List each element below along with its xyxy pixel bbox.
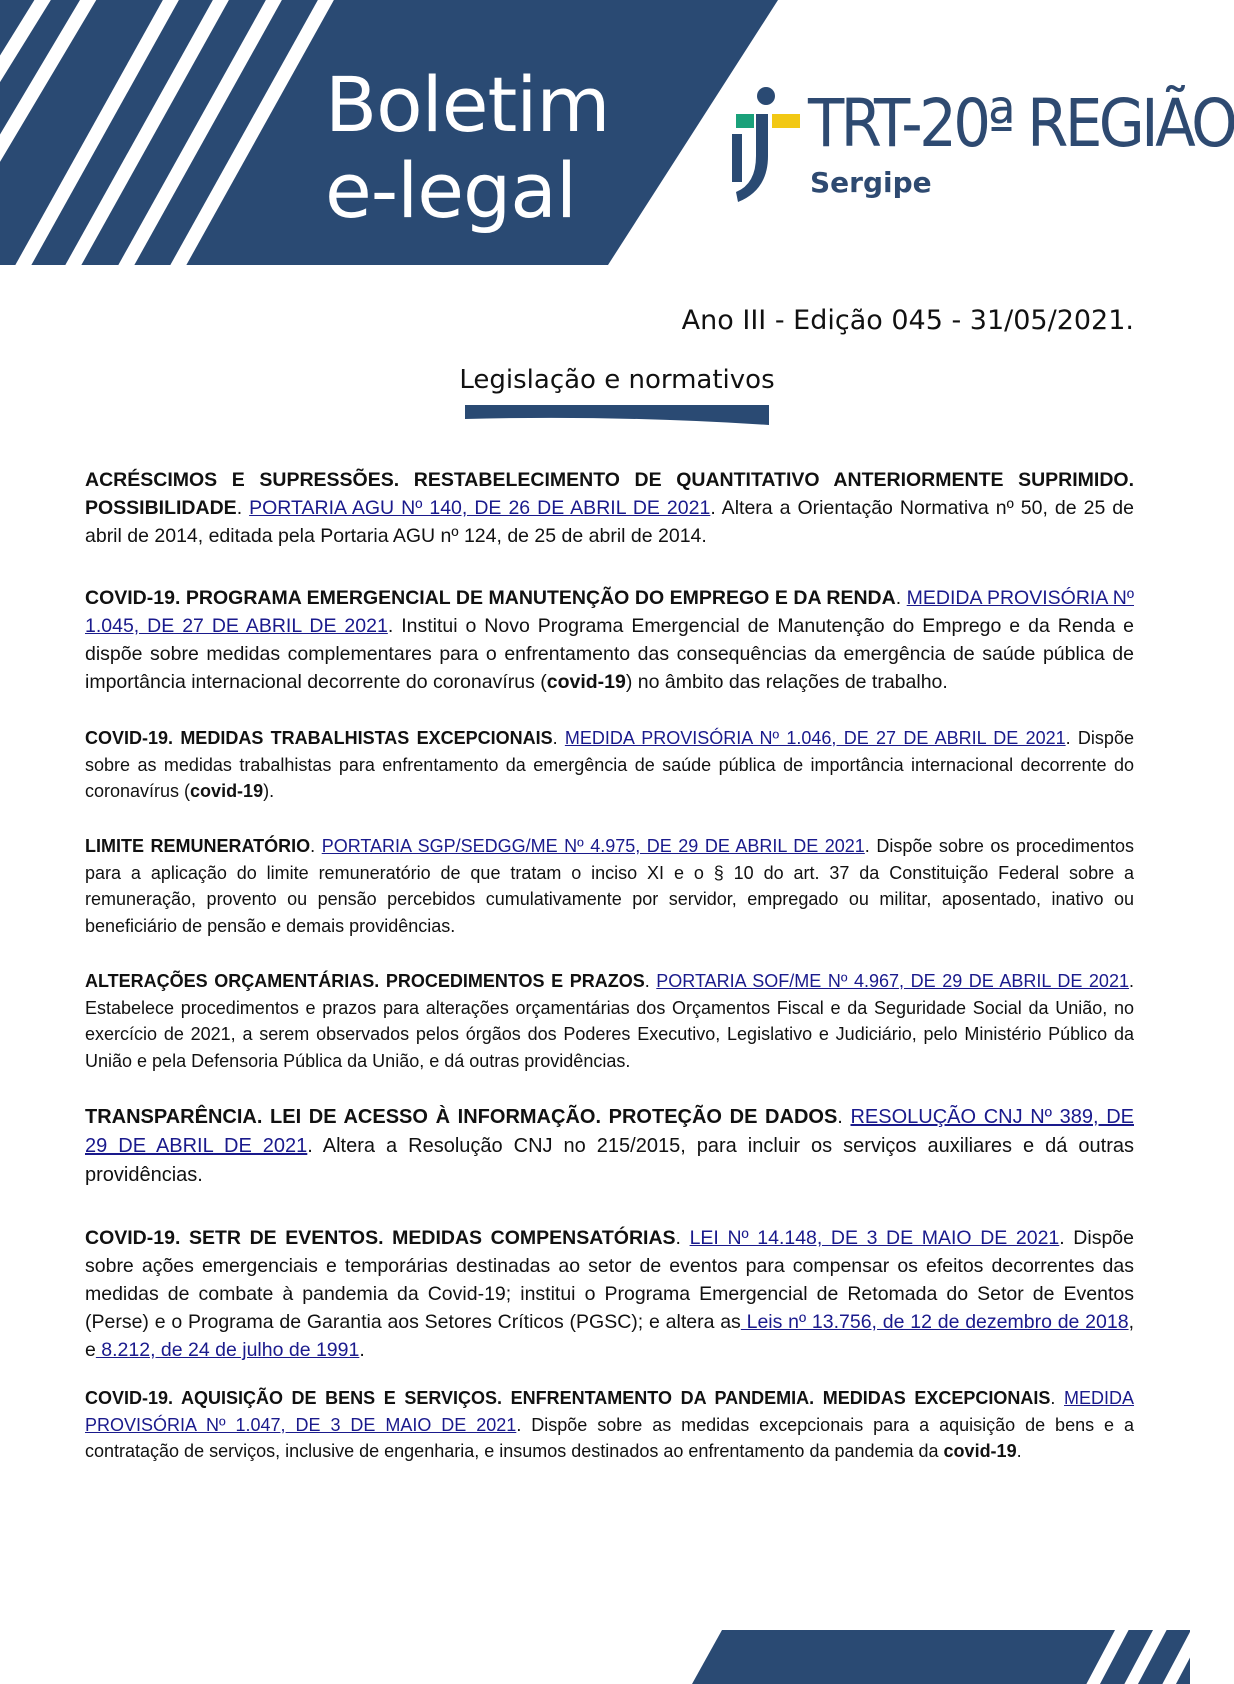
- entry-bold-term: covid-19: [190, 781, 264, 801]
- entry-text-end: ) no âmbito das relações de trabalho.: [625, 671, 948, 693]
- entry-text: . Dispõe sobre ações emergenciais e temporárias destinadas ao setor de eventos para compensar os efeitos decorrentes das medidas de combate à pandemia da Covid-19; institui o Programa Emergencial de Retomada do Setor de Eventos (Perse) e o Programa de Garantia aos Setores Críticos (PGSC); e altera as: [85, 1227, 1134, 1333]
- entry-link[interactable]: MEDIDA PROVISÓRIA Nº 1.046, DE 27 DE ABRIL DE 2021: [564, 728, 1066, 748]
- entry-heading: TRANSPARÊNCIA. LEI DE ACESSO À INFORMAÇÃO. PROTEÇÃO DE DADOS: [85, 1106, 838, 1128]
- entry-4: LIMITE REMUNERATÓRIO. PORTARIA SGP/SEDGG/ME Nº 4.975, DE 29 DE ABRIL DE 2021. Dispõe sobre os procedimentos para a aplicação do limite remuneratório de que tratam o inciso XI e o § 10 do art. 37 da Constituição Federal sobre a remuneração, provento ou pensão percebidos cumulativamente por servidor, empregado ou militar, aposentado, inativo ou beneficiário de pensão e demais providências.: [85, 836, 1134, 936]
- entry-7: COVID-19. SETR DE EVENTOS. MEDIDAS COMPENSATÓRIAS. LEI Nº 14.148, DE 3 DE MAIO DE 2021. Dispõe sobre ações emergenciais e temporárias destinadas ao setor de eventos para compensar os efeitos decorrentes das medidas de combate à pandemia da Covid-19; institui o Programa Emergencial de Retomada do Setor de Eventos (Perse) e o Programa de Garantia aos Setores Críticos (PGSC); e altera as Leis nº 13.756, de 12 de dezembro de 2018, e 8.212, de 24 de julho de 1991.: [85, 1227, 1134, 1361]
- entry-link[interactable]: RESOLUÇÃO CNJ Nº 389, DE 29 DE ABRIL DE 2021: [85, 1106, 1134, 1157]
- org-name: TRT-20ª REGIÃO: [808, 85, 1234, 162]
- org-subtitle: Sergipe: [810, 166, 932, 199]
- entry-3: COVID-19. MEDIDAS TRABALHISTAS EXCEPCIONAIS. MEDIDA PROVISÓRIA Nº 1.046, DE 27 DE ABRIL DE 2021. Dispõe sobre as medidas trabalhistas para enfrentamento da emergência de saúde pública de importância internacional decorrente do coronavírus (covid-19).: [85, 728, 1134, 801]
- section-title: Legislação e normativos: [459, 365, 775, 395]
- entry-text: . Dispõe sobre as medidas excepcionais para a aquisição de bens e a contratação de serviços, inclusive de engenharia, e insumos destinados ao enfrentamento da pandemia da: [85, 1414, 1135, 1461]
- entry-heading: LIMITE REMUNERATÓRIO: [85, 836, 311, 856]
- entry-link[interactable]: PORTARIA SOF/ME Nº 4.967, DE 29 DE ABRIL DE 2021: [656, 971, 1129, 991]
- entry-text: . Altera a Orientação Normativa nº 50, de 25 de abril de 2014, editada pela Portaria AGU nº 124, de 25 de abril de 2014.: [85, 497, 1134, 547]
- edition-line: Ano III - Edição 045 - 31/05/2021.: [681, 305, 1134, 336]
- bulletin-title: [325, 62, 609, 234]
- trt-logo: [728, 85, 1234, 206]
- entry-heading: COVID-19. SETR DE EVENTOS. MEDIDAS COMPENSATÓRIAS: [85, 1227, 676, 1249]
- entry-heading: COVID-19. PROGRAMA EMERGENCIAL DE MANUTENÇÃO DO EMPREGO E DA RENDA: [85, 587, 896, 609]
- entry-link[interactable]: MEDIDA PROVISÓRIA Nº 1.045, DE 27 DE ABRIL DE 2021: [85, 587, 1134, 637]
- entry-text: . Estabelece procedimentos e prazos para alterações orçamentárias dos Orçamentos Fiscal e da Seguridade Social da União, no exercício de 2021, a serem observados pelos órgãos dos Poderes Executivo, Legislativo e Judiciário, pelo Ministério Público da União e pela Defensoria Pública da União, e dá outras providências.: [85, 971, 1134, 1071]
- entry-8: COVID-19. AQUISIÇÃO DE BENS E SERVIÇOS. ENFRENTAMENTO DA PANDEMIA. MEDIDAS EXCEPCIONAIS. MEDIDA PROVISÓRIA Nº 1.047, DE 3 DE MAIO DE 2021. Dispõe sobre as medidas excepcionais para a aquisição de bens e a contratação de serviços, inclusive de engenharia, e insumos destinados ao enfrentamento da pandemia da covid-19.: [85, 1388, 1135, 1461]
- entry-link[interactable]: MEDIDA PROVISÓRIA Nº 1.047, DE 3 DE MAIO DE 2021: [85, 1388, 1135, 1435]
- entry-link-3[interactable]: 8.212, de 24 de julho de 1991: [95, 1339, 360, 1361]
- entry-link[interactable]: LEI Nº 14.148, DE 3 DE MAIO DE 2021: [689, 1227, 1060, 1249]
- entry-heading: COVID-19. AQUISIÇÃO DE BENS E SERVIÇOS. ENFRENTAMENTO DA PANDEMIA. MEDIDAS EXCEPCIONAIS: [85, 1388, 1051, 1408]
- entry-text: . Institui o Novo Programa Emergencial de Manutenção do Emprego e da Renda e dispõe sobre medidas complementares para o enfrentamento das consequências da emergência de saúde pública de importância internacional decorrente do coronavírus (: [85, 615, 1135, 693]
- entry-link[interactable]: PORTARIA AGU Nº 140, DE 26 DE ABRIL DE 2021: [249, 497, 711, 519]
- entry-6: TRANSPARÊNCIA. LEI DE ACESSO À INFORMAÇÃO. PROTEÇÃO DE DADOS. RESOLUÇÃO CNJ Nº 389, DE 29 DE ABRIL DE 2021. Altera a Resolução CNJ no 215/2015, para incluir os serviços auxiliares e dá outras providências.: [85, 1106, 1134, 1186]
- entry-bold-term: covid-19: [546, 671, 626, 693]
- entry-heading: COVID-19. MEDIDAS TRABALHISTAS EXCEPCIONAIS: [85, 728, 553, 748]
- entry-2: COVID-19. PROGRAMA EMERGENCIAL DE MANUTENÇÃO DO EMPREGO E DA RENDA. MEDIDA PROVISÓRIA Nº 1.045, DE 27 DE ABRIL DE 2021. Institui o Novo Programa Emergencial de Manutenção do Emprego e da Renda e dispõe sobre medidas complementares para o enfrentamento das consequências da emergência de saúde pública de importância internacional decorrente do coronavírus (covid-19) no âmbito das relações de trabalho.: [85, 587, 1135, 693]
- entry-text: . Dispõe sobre as medidas trabalhistas para enfrentamento da emergência de saúde pública de importância internacional decorrente do coronavírus (: [85, 728, 1134, 801]
- entry-link-2[interactable]: Leis nº 13.756, de 12 de dezembro de 2018: [740, 1311, 1129, 1333]
- entry-text-end: .: [1016, 1441, 1022, 1461]
- entry-5: ALTERAÇÕES ORÇAMENTÁRIAS. PROCEDIMENTOS E PRAZOS. PORTARIA SOF/ME Nº 4.967, DE 29 DE ABRIL DE 2021. Estabelece procedimentos e prazos para alterações orçamentárias dos Orçamentos Fiscal e da Seguridade Social da União, no exercício de 2021, a serem observados pelos órgãos dos Poderes Executivo, Legislativo e Judiciário, pelo Ministério Público da União e pela Defensoria Pública da União, e dá outras providências.: [85, 971, 1134, 1071]
- entry-heading: ALTERAÇÕES ORÇAMENTÁRIAS. PROCEDIMENTOS E PRAZOS: [85, 971, 645, 991]
- trt-logo-icon: [728, 86, 808, 206]
- entry-1: ACRÉSCIMOS E SUPRESSÕES. RESTABELECIMENTO DE QUANTITATIVO ANTERIORMENTE SUPRIMIDO. POSSIBILIDADE. PORTARIA AGU Nº 140, DE 26 DE ABRIL DE 2021. Altera a Orientação Normativa nº 50, de 25 de abril de 2014, editada pela Portaria AGU nº 124, de 25 de abril de 2014.: [85, 469, 1134, 547]
- entry-text-end: ).: [263, 781, 275, 801]
- entry-heading: ACRÉSCIMOS E SUPRESSÕES. RESTABELECIMENTO DE QUANTITATIVO ANTERIORMENTE SUPRIMIDO. POSSIBILIDADE: [85, 469, 1134, 519]
- entry-text: . Dispõe sobre os procedimentos para a aplicação do limite remuneratório de que tratam o inciso XI e o § 10 do art. 37 da Constituição Federal sobre a remuneração, provento ou pensão percebidos cumulativamente por servidor, empregado ou militar, aposentado, inativo ou beneficiário de pensão e demais providências.: [85, 836, 1134, 936]
- bulletin-title-line1: Boletim: [325, 60, 610, 149]
- section-underline: [465, 403, 769, 425]
- entry-text-2: , e: [85, 1311, 1134, 1361]
- entry-link[interactable]: PORTARIA SGP/SEDGG/ME Nº 4.975, DE 29 DE ABRIL DE 2021: [321, 836, 865, 856]
- entry-text: . Altera a Resolução CNJ no 215/2015, para incluir os serviços auxiliares e dá outras providências.: [85, 1135, 1134, 1186]
- footer-banner: [0, 1630, 1190, 1684]
- bulletin-title-line2: e-legal: [325, 146, 576, 235]
- entry-text-end: .: [359, 1339, 365, 1361]
- entry-bold-term: covid-19: [943, 1441, 1017, 1461]
